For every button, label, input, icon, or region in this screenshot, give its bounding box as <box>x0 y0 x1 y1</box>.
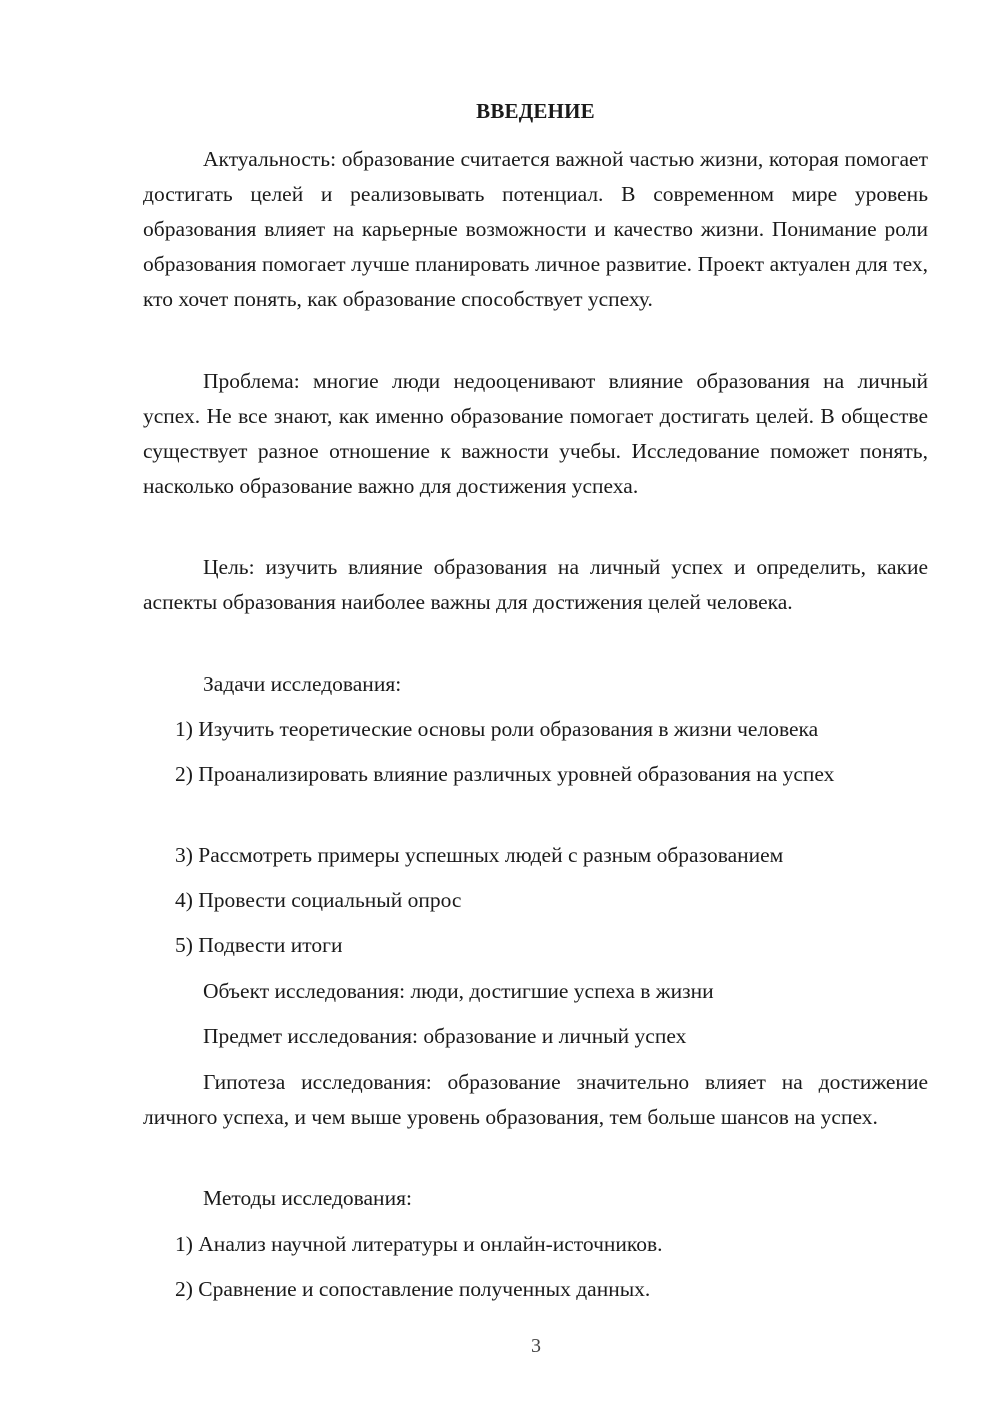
paragraph-hypothesis: Гипотеза исследования: образование значительно влияет на достижение личного успеха, и чем выше уровень образования, тем больше шансов на успех. <box>143 1070 928 1129</box>
paragraph-subject: Предмет исследования: образование и личный успех <box>203 1024 687 1048</box>
page-number: 3 <box>531 1335 541 1357</box>
task-item-1: 1) Изучить теоретические основы роли образования в жизни человека <box>175 717 819 741</box>
task-item-2: 2) Проанализировать влияние различных уровней образования на успех <box>175 762 835 786</box>
paragraph-object: Объект исследования: люди, достигшие успеха в жизни <box>203 979 714 1003</box>
task-item-4: 4) Провести социальный опрос <box>175 888 462 912</box>
paragraph-problem: Проблема: многие люди недооценивают влияние образования на личный успех. Не все знают, как именно образование помогает достигать целей. В обществе существует разное отношение к важности учебы. Исследование поможет понять, насколько образование важно для достижения успеха. <box>143 369 928 498</box>
task-item-3: 3) Рассмотреть примеры успешных людей с разным образованием <box>175 843 784 867</box>
paragraph-goal: Цель: изучить влияние образования на личный успех и определить, какие аспекты образования наиболее важны для достижения целей человека. <box>143 555 928 614</box>
page-title: ВВЕДЕНИЕ <box>476 99 595 123</box>
tasks-heading: Задачи исследования: <box>203 672 402 696</box>
method-item-1: 1) Анализ научной литературы и онлайн-источников. <box>175 1232 663 1256</box>
methods-heading: Методы исследования: <box>203 1186 412 1210</box>
method-item-2: 2) Сравнение и сопоставление полученных данных. <box>175 1277 651 1301</box>
paragraph-relevance: Актуальность: образование считается важной частью жизни, которая помогает достигать целей и реализовывать потенциал. В современном мире уровень образования влияет на карьерные возможности и качество жизни. Понимание роли образования помогает лучше планировать личное развитие. Проект актуален для тех, кто хочет понять, как образование способствует успеху. <box>143 147 928 311</box>
task-item-5: 5) Подвести итоги <box>175 933 343 957</box>
